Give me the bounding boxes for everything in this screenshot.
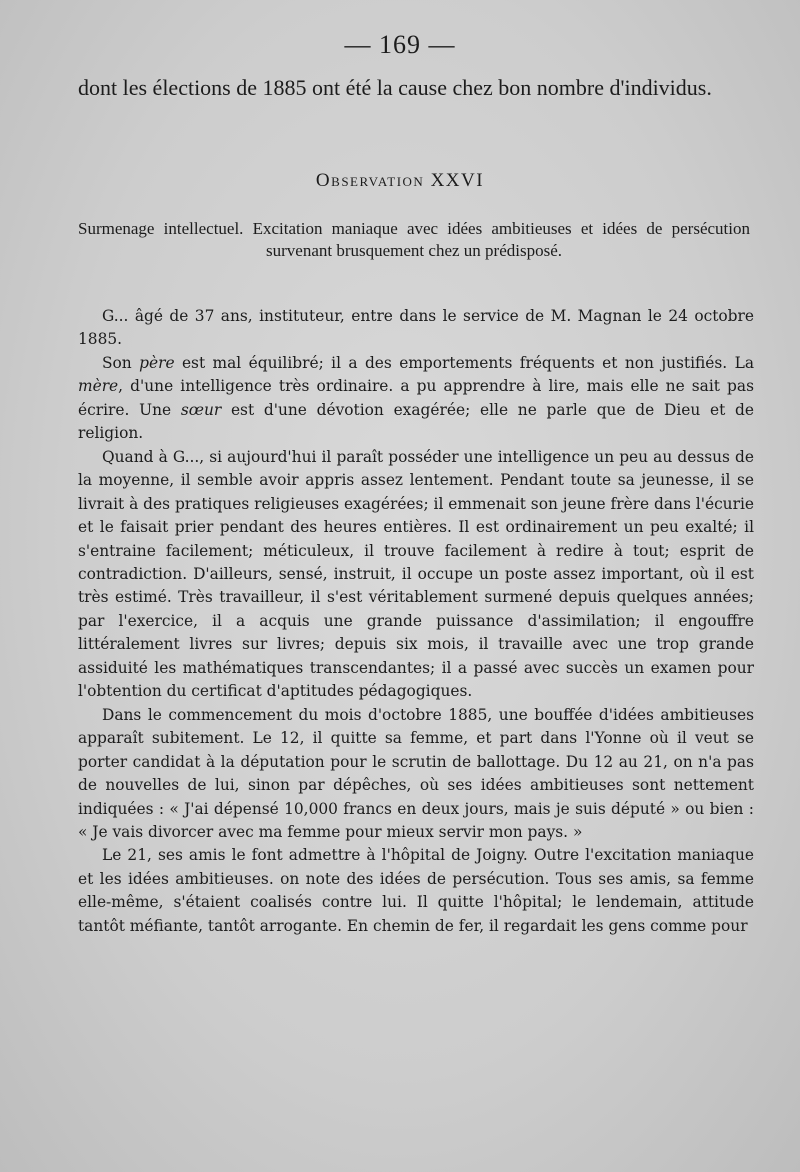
paragraph-text: Dans le commencement du mois d'octobre 1885, une bouffée d'idées ambitieuses apparaît subitement. Le 12, il quitte sa femme, et part dans l'Yonne où il veut se porter candidat à la députation pour le scrutin de ballottage. Du 12 au 21, on n'a pas de nouvelles de lui, sinon par dépêches, où ses idées ambitieuses sont nettement indiquées : « J'ai dépensé 10,000 francs en deux jours, mais je suis député » ou bien : « Je vais divorcer avec ma femme pour mieux servir mon pays. »: [78, 705, 754, 841]
emphasis-text: mère: [78, 377, 119, 396]
paragraph-text: est mal équilibré; il a des emportements fréquents et non justifiés. La: [174, 353, 754, 372]
observation-title: Observation XXVI: [315, 170, 485, 191]
paragraph-text: Le 21, ses amis le font admettre à l'hôpital de Joigny. Outre l'excitation maniaque et les idées ambitieuses. on note des idées de persécution. Tous ses amis, sa femme elle-même, s'étaient coalisés contre lui. Il quitte l'hôpital; le lendemain, attitude tantôt méfiante, tantôt arrogante. En chemin de fer, il regardait les gens comme pour: [78, 846, 754, 935]
paragraph-text: , d'une intelligence très ordinaire. a pu apprendre à lire, mais elle ne sait pas écrire. Une: [78, 377, 754, 419]
paragraph-text: G... âgé de 37 ans, instituteur, entre dans le service de M. Magnan le 24 octobre 1885.: [78, 307, 754, 349]
intro-paragraph: dont les élections de 1885 ont été la cause chez bon nombre d'individus.: [78, 75, 712, 100]
body-paragraph: [78, 446, 754, 704]
emphasis-text: père: [139, 353, 175, 372]
body-paragraph: [78, 305, 754, 352]
case-body: [78, 305, 754, 938]
body-paragraph: [78, 352, 754, 446]
paragraph-text: est d'une dévotion exagérée; elle ne parle que de Dieu et de religion.: [78, 400, 754, 443]
body-paragraph: [78, 844, 754, 938]
emphasis-text: sœur: [180, 400, 222, 419]
page-number: — 169 —: [344, 30, 456, 59]
paragraph-text: Quand à G..., si aujourd'hui il paraît posséder une intelligence un peu au dessus de la moyenne, il semble avoir appris assez lentement. Pendant toute sa jeunesse, il se livrait à des pratiques religieuses exagérées; il emmenait son jeune frère dans l'écurie et le faisait prier pendant des heures entières. Il est ordinairement un peu exalté; il s'entraine facilement; méticuleux, il trouve facilement à redire à tout; esprit de contradiction. D'ailleurs, sensé, instruit, il occupe un poste assez important, où il est très estimé. Très travailleur, il s'est véritablement surmené depuis quelques années; par l'exercice, il a acquis une grande puissance d'assimilation; il engouffre littéralement livres sur livres; depuis six mois, il travaille avec une trop grande assiduité les mathématiques transcendantes; il a passé avec succès un examen pour l'obtention du certificat d'aptitudes pédagogiques.: [78, 447, 754, 701]
body-paragraph: [78, 704, 754, 845]
observation-summary: Surmenage intellectuel. Excitation maniaque avec idées ambitieuses et idées de persécution survenant brusquement chez un prédisposé.: [78, 219, 750, 260]
paragraph-text: Son: [102, 353, 140, 372]
